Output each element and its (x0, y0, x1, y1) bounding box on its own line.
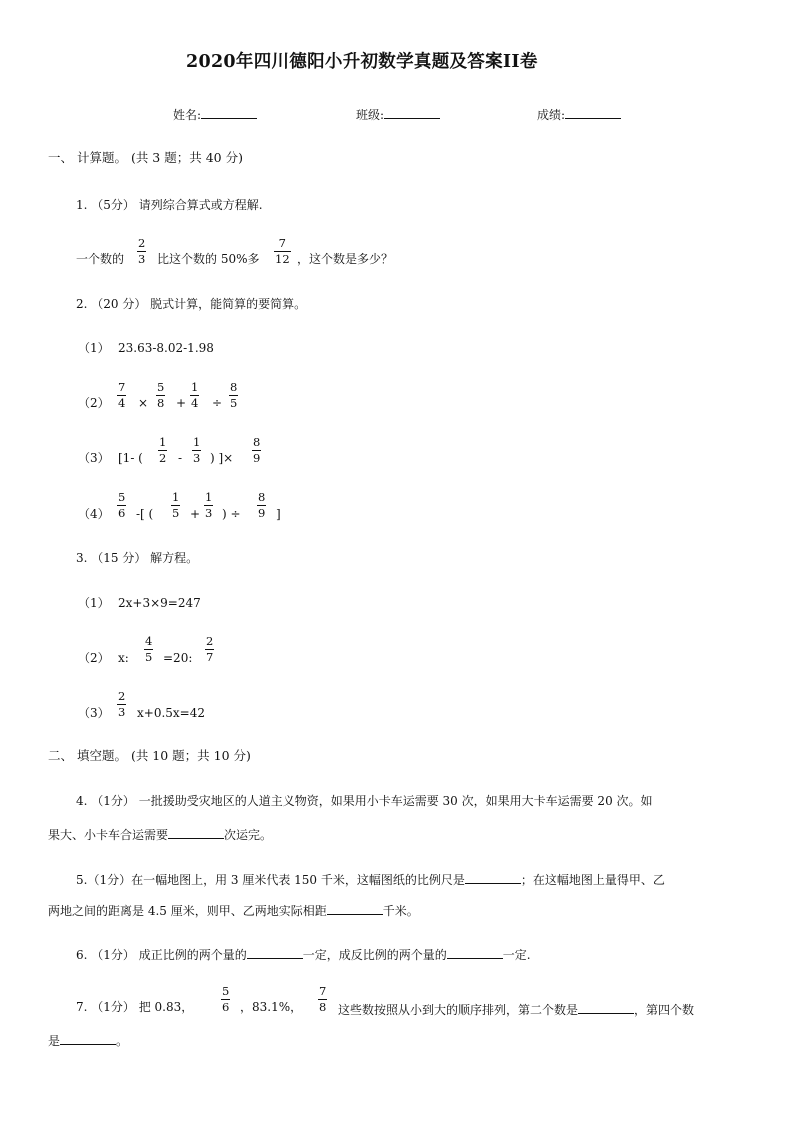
expression-text: ) ÷ (222, 507, 241, 521)
answer-blank[interactable] (247, 946, 303, 959)
denominator: 4 (191, 395, 199, 410)
numerator: 4 (145, 634, 153, 648)
question-6 (76, 946, 531, 961)
fraction (144, 636, 153, 663)
question-7-line-2 (48, 1032, 128, 1047)
question-7-line-1-rest (338, 1001, 694, 1016)
fraction (190, 382, 199, 409)
question-7-text-a: 7. （1分） 把 0.83， (76, 1000, 194, 1014)
denominator: 3 (193, 450, 201, 465)
numerator: 8 (258, 490, 266, 504)
denominator: 6 (222, 999, 230, 1014)
question-4-text: 次运完。 (224, 828, 273, 842)
question-1-text-b: 比这个数的 50%多 (157, 252, 260, 266)
numerator: 5 (118, 490, 126, 504)
denominator: 9 (253, 450, 261, 465)
expression-text: x+0.5x=42 (137, 706, 205, 720)
question-7-text: ，第四个数 (634, 1003, 695, 1017)
question-5-text: 千米。 (382, 904, 419, 918)
answer-blank[interactable] (578, 1001, 634, 1014)
question-5-line-1 (76, 871, 665, 886)
expression-text: -[ ( (136, 507, 154, 521)
operator: + (190, 507, 201, 521)
fraction (221, 986, 230, 1013)
score-blank[interactable] (565, 106, 621, 119)
name-field (173, 106, 257, 121)
answer-blank[interactable] (60, 1032, 116, 1045)
denominator: 8 (157, 395, 165, 410)
denominator: 5 (145, 649, 153, 664)
class-label: 班级: (356, 108, 385, 122)
numerator: 7 (319, 984, 327, 998)
expression-text: ) ]× (210, 451, 234, 465)
answer-blank[interactable] (465, 871, 521, 884)
fraction (137, 238, 146, 265)
expression-text: ] (276, 507, 281, 521)
denominator: 7 (206, 649, 214, 664)
expression-text: [1- ( (118, 451, 143, 465)
fraction (158, 437, 167, 464)
q3-part-1-expr: 2x+3×9=247 (118, 596, 201, 610)
denominator: 3 (205, 505, 213, 520)
numerator: 7 (278, 236, 286, 250)
fraction (252, 437, 261, 464)
fraction (192, 437, 201, 464)
denominator: 12 (275, 251, 290, 266)
fraction (156, 382, 165, 409)
question-5-text: 5.（1分）在一幅地图上，用 3 厘米代表 150 千米，这幅图纸的比例尺是 (76, 873, 465, 887)
expression-text: =20: (163, 651, 193, 665)
question-1-text-c: ，这个数是多少？ (297, 252, 394, 266)
expression-text: x: (118, 651, 129, 665)
class-blank[interactable] (384, 106, 440, 119)
fraction (117, 382, 126, 409)
q2-part-1-expr: 23.63-8.02-1.98 (118, 341, 214, 355)
page-title: 2020年四川德阳小升初数学真题及答案II卷 (186, 52, 538, 72)
numerator: 1 (159, 435, 167, 449)
name-label: 姓名: (173, 108, 202, 122)
numerator: 2 (118, 689, 126, 703)
denominator: 9 (258, 505, 266, 520)
question-5-text: ；在这幅地图上量得甲、乙 (520, 873, 665, 887)
question-5-text: 两地之间的距离是 4.5 厘米，则甲、乙两地实际相距 (48, 904, 327, 918)
fraction (117, 691, 126, 718)
numerator: 5 (222, 984, 230, 998)
fraction (204, 492, 213, 519)
denominator: 4 (118, 395, 126, 410)
question-1-text-a: 一个数的 (76, 252, 125, 266)
question-6-text: 一定. (502, 948, 531, 962)
numerator: 1 (191, 380, 199, 394)
numerator: 8 (230, 380, 238, 394)
numerator: 1 (205, 490, 213, 504)
q2-part-3-no: （3） (78, 451, 110, 465)
question-6-text: 6. （1分） 成正比例的两个量的 (76, 948, 247, 962)
denominator: 3 (138, 251, 146, 266)
question-7-text: 是 (48, 1034, 61, 1048)
fraction (171, 492, 180, 519)
numerator: 7 (118, 380, 126, 394)
name-blank[interactable] (201, 106, 257, 119)
operator: × (138, 396, 149, 410)
operator: + (176, 396, 187, 410)
score-label: 成绩: (537, 108, 566, 122)
answer-blank[interactable] (327, 902, 383, 915)
question-7-text-b: ，83.1%， (240, 1000, 303, 1014)
q3-part-2-no: （2） (78, 651, 110, 665)
fraction (257, 492, 266, 519)
question-1-head: 1. （5分） 请列综合算式或方程解. (76, 198, 263, 212)
answer-blank[interactable] (447, 946, 503, 959)
numerator: 5 (157, 380, 165, 394)
denominator: 5 (172, 505, 180, 520)
denominator: 8 (319, 999, 327, 1014)
q2-part-2-no: （2） (78, 396, 110, 410)
operator: ÷ (212, 396, 223, 410)
question-5-line-2 (48, 902, 419, 917)
answer-blank[interactable] (168, 826, 224, 839)
question-6-text: 一定，成反比例的两个量的 (302, 948, 447, 962)
question-4-text: 果大、小卡车合运需要 (48, 828, 169, 842)
question-2-head: 2. （20 分） 脱式计算，能简算的要简算。 (76, 297, 307, 311)
denominator: 6 (118, 505, 126, 520)
denominator: 3 (118, 704, 126, 719)
q3-part-1-no: （1） (78, 596, 110, 610)
numerator: 2 (206, 634, 214, 648)
operator: - (178, 451, 183, 465)
question-4-line-2 (48, 826, 272, 841)
score-field (537, 106, 621, 121)
question-7-text: 。 (116, 1034, 129, 1048)
denominator: 2 (159, 450, 167, 465)
q2-part-1-no: （1） (78, 341, 110, 355)
numerator: 2 (138, 236, 146, 250)
fraction (274, 238, 291, 265)
fraction (205, 636, 214, 663)
fraction (229, 382, 238, 409)
section-1-heading: 一、 计算题。 (共 3 题；共 40 分) (48, 150, 243, 165)
question-4-line-1: 4. （1分） 一批援助受灾地区的人道主义物资，如果用小卡车运需要 30 次，如果用大卡车运需要 20 次。如 (76, 794, 653, 808)
section-2-heading: 二、 填空题。 (共 10 题；共 10 分) (48, 748, 251, 763)
question-7-text: 这些数按照从小到大的顺序排列，第二个数是 (338, 1003, 579, 1017)
denominator: 5 (230, 395, 238, 410)
fraction (117, 492, 126, 519)
question-3-head: 3. （15 分） 解方程。 (76, 551, 199, 565)
numerator: 1 (172, 490, 180, 504)
numerator: 1 (193, 435, 201, 449)
fraction (318, 986, 327, 1013)
numerator: 8 (253, 435, 261, 449)
q2-part-4-no: （4） (78, 507, 110, 521)
q3-part-3-no: （3） (78, 706, 110, 720)
class-field (356, 106, 440, 121)
